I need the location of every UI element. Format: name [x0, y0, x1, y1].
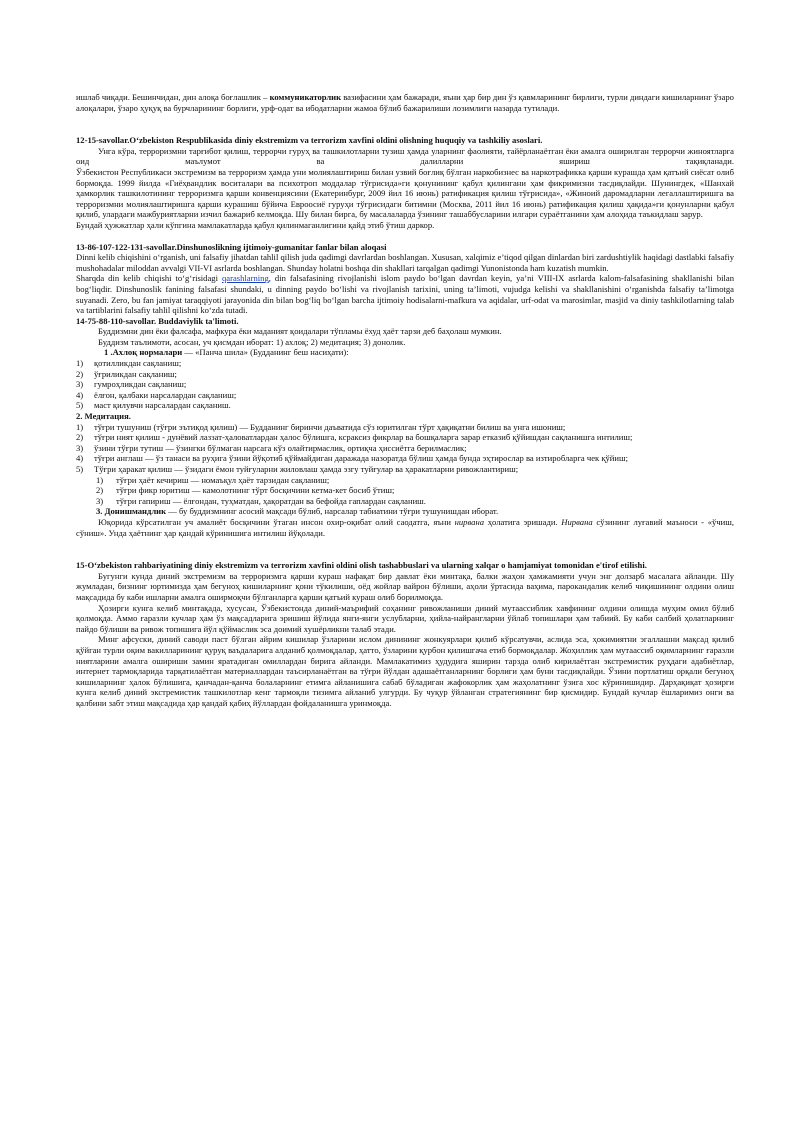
- intro-bold-term: коммуникаторлик: [269, 92, 342, 102]
- nirvana-paragraph: Юқорида кўрсатилган уч амалиёт босқичини ўтаган инсон охир-оқибат олий саодатга, яъни нирвана ҳолатига эришади. Нирвана сўзининг луғавий маъноси - «ўчиш, сўниш». Унда ҳаётнинг ҳар қандай кўринишига интилиш йўқолади.: [76, 516, 735, 538]
- intro-paragraph: [76, 92, 734, 113]
- list-item: 4) тўғри англаш — ўз танаси ва руҳига ўзини йўқотиб қўймайдиган даражада назоратда бўлиш ҳамда бунда эҳтирослар ва изтиробларга чек қўйиш;: [76, 453, 629, 464]
- s4-paragraph-1: Бугунги кунда диний экстремизм ва терроризмга қарши кураш нафақат бир давлат ёки минтақа, балки жаҳон ҳамжамияти учун энг долзарб масалага айланди. Шу жумладан, бизнинг юртимизда ҳам бегуноҳ кишиларнинг қони тўкилиши, оёд жойлар вайрон бўлиши, аҳоли ўртасида ваҳима, парокандалик келиб чиқишининг олдини олиш мақсадида бу каби ишларни амалга оширмоқчи бўлганларга қарши қатъий кураш олиб борилмоқда.: [76, 570, 734, 602]
- s2-text: Sharqda din kelib chiqishi to‘g‘risidagi: [76, 273, 222, 284]
- s3-line-2: Буддизм таълимоти, асосан, уч қисмдан иборат: 1) ахлоқ; 2) медитация; 3) донолик.: [98, 336, 406, 347]
- nirvana-term: нирвана: [454, 516, 485, 527]
- section-heading-13: 13-86-107-122-131-savollar.Dinshunoslikning ijtimoiy-gumanitar fanlar bilan aloqasi: [76, 241, 387, 252]
- donish-title: 3. Донишмандлик: [96, 506, 167, 517]
- list-item: 3) тўғри гапириш — ёлғондан, туҳматдан, ҳақоратдан ва бефойда гаплардан сақланиш.: [96, 495, 426, 506]
- donish-rest: — бу буддизмнинг асосий мақсади бўлиб, нарсалар табиатини тўғри тушунишдан иборат.: [166, 506, 499, 517]
- section-heading-12-15: 12-15-savollar.O‘zbekiston Respublikasida diniy ekstremizm va terrorizm xavfini oldini olishning huquqiy va tashkiliy asoslari.: [76, 135, 543, 146]
- s1-paragraph-1: Унга кўра, терроризмни тарғибот қилиш, террорчи гуруҳ ва ташкилотларни тузиш ҳамда уларнинг фаолияти, тайёрланаётган ёки амалга оширилган террорчи жиноятларга оид маълумот ва далилларни яшириш тақиқланади.: [76, 145, 734, 167]
- nirvana-term-2: Нирвана: [561, 516, 593, 527]
- list-item: 2) ўғриликдан сақланиш;: [76, 368, 177, 379]
- s4-paragraph-2: Ҳозирги кунга келиб минтақада, хусусан, Ўзбекистонда диний-маърифий соҳанинг ривожланиши диний мутаассиблик хавфининг олдини олишда муҳим омил бўлиб қолмоқда. Аммо ғаразли кучлар ҳам ўз мақсадларига эришиш йўлида янги-янги услубларни, ҳийла-найрангларни ўйлаб топишлари ҳам табиий. Бу каби салбий ҳолатларнинг пайдо бўлиши ва ривож топишига йўл қўймаслик эса доимий хушёрликни талаб этади.: [76, 602, 734, 634]
- meditation-list: [76, 422, 734, 475]
- list-item: 1) тўғри ҳаёт кечириш — номаъқул ҳаёт тарзидан сақланиш;: [96, 474, 330, 485]
- qarashlar-link[interactable]: qarashlarning: [221, 273, 269, 284]
- section-heading-15: 15-O‘zbekiston rahbariyatining diniy ekstremizm va terrorizm xavfini oldini olish tashabbuslari va ularning xalqar o hamjamiyat tomonidan e'tirof etilishi.: [76, 560, 647, 571]
- s2-text-end: , din falsafasining rivojlanishi islom paydo bo‘lgan davrdan keyin, ya’ni VIII-IX asrlarda kalom-falsafasining shakllanishi bilan bog‘liqdir. Dinshunoslik fanining falsafasi shundaki, u dinning paydo bo‘lishi va rivojlanish tarixini, uning ta’limoti, vujudga kelishi va shakllanishini o‘rganishda falsafiy ta’limotga suyanadi. Zero, bu fan jamiyat taraqqiyoti jarayonida din bilan bog‘liq bo‘lgan barcha ijtimoiy hodisalarni-mafkura va aqidalar, urf-odat va marosimlar, masjid va diniy tashkilotlarning talab va tartiblarini falsafiy tahlil qilishni ko‘zda tutadi.: [76, 273, 734, 316]
- s1-paragraph-3: Бундай ҳужжатлар ҳали кўпгина мамлакатларда қабул қилинмаганлигини қайд этиб ўтиш даркор.: [76, 219, 435, 230]
- list-item: 1) тўғри тушуниш (тўғри эътиқод қилиш) — Будданинг биринчи даъватида сўз юритилган тўрт ҳақиқатни билиш ва унга ишониш;: [76, 421, 566, 432]
- donishmandlik-line: [76, 506, 734, 517]
- list-item: 3) гумроҳликдан сақланиш;: [76, 379, 187, 390]
- intro-text: ишлаб чиқади. Бешинчидан, дин алоқа боғлашлик –: [76, 92, 270, 102]
- meditation-heading: 2. Медитация.: [76, 411, 131, 422]
- list-item: 1) қотилликдан сақланиш;: [76, 358, 182, 369]
- list-item: 4) ёлғон, қалбаки нарсалардан сақланиш;: [76, 389, 237, 400]
- ahloq-heading: [76, 347, 734, 358]
- intro-text-end: вазифасини ҳам бажаради, яъни ҳар бир дин ўз қавмларининг бирлиги, турли диндаги кишиларнинг ўзаро алоқалари, ўзаро ҳуқуқ ва бурчларининг борлиги, урф-одат ва ибодатларни жамоа бўлиб бажарилиши лозимлиги назарда тутилади.: [76, 92, 734, 113]
- list-item: 2) тўғри ният қилиш - дунёвий лаззат-ҳаловатлардан ҳалос бўлишга, ксраксиз фикрлар ва бошқаларга зарар етказиб қўйишдан сақланишга интилиш;: [76, 432, 633, 443]
- s4-paragraph-3: Минг афсуски, диний саводи паст бўлган айрим кишилар ўзларини ислом динининг жонкуярлари қилиб кўрсатувчи, аслида эса, ҳокимиятни эгаллашни мақсад қилиб қўйган турли оқим вакилларининг қуруқ ваъдаларига алданиб қолмоқдалар, ҳаттo, ўзларини қурбон қилишгача етиб бормоқдалар. Жоҳиллик ҳам мутаассиб оқимларнинг ғаразли ниятларини амалга ошириши замин яратадиган омиллардан бирига айланди. Мамлакатимиз ҳудудига яширин тарзда олиб кирилаётган экстремистик руҳдаги адабиётлар, интернет тармоқларида тарқатилаётган материаллардан таъсирланаётган ва тўғри йўлдан адашаётганларнинг борлиги ҳам буни тасдиқлайди. Ўзини портлатиш орқали бегуноҳ кишиларнинг ҳалок бўлишига, қанчадан-қанча болаларнинг етимга айланишига сабаб бўладиган жафокорлик ҳам жаҳолатнинг ўзига хос кўринишидир. Дарҳақиқат ҳозирги кунга келиб диний экстремистик ташкилотлар кенг тармоқли тизимга айланиб улгурди. Бу чуқур ўйланган стратегиянинг бир қисмидир. Бундай кучлар ёшларимиз онги ва қалбини забт этиш мақсадида ҳар қандай қабиҳ йўллардан фойдаланишга уринмоқда.: [76, 634, 734, 708]
- list-item: 2) тўғри фикр юритиш — камолотнинг тўрт босқичини кетма-кет босиб ўтиш;: [96, 485, 395, 496]
- section-heading-14: 14-75-88-110-savollar. Buddaviylik ta'limoti.: [76, 315, 239, 326]
- s1-paragraph-2: Ўзбекистон Республикаси экстремизм ва терроризм ҳамда уни молиялаштириш билан узвий боғлиқ бўлган наркобизнес ва наркотрафикка қарши курашда ҳам қатъий сиёсат олиб бормоқда. 1999 йилда «Гиёҳвандлик воситалари ва психотроп моддалар тўғрисида»ги қонунининг қабул қилингани ҳам фикримизни тасдиқлайди. Шунингдек, «Шанхай ҳамкорлик ташкилотининг терроризмга қарши конвенциясини (Екатеринбург, 2009 йил 16 июнь) ратификация қилиш тўғрисида», «Жиноий даромадларни легаллаштиришга ва терроризмни молиялаштиришга қарши курашиш бўйича Евроосиё гуруҳи тўғрисидаги битимни (Москва, 2011 йил 16 июнь) ратификация қилиш ҳақида»ги қонунларни қабул қилиб, улардаги мажбуриятларни изчил бажариб келмоқда. Шу билан бирга, бу масалаларда ўзининг ташаббусларини илгари сураётганини ҳам алоҳида таъкидлаш зарур.: [76, 166, 734, 220]
- list-item: 3) ўзини тўғри тутиш — ўзингки бўлмаган нарсага кўз олайтирмаслик, ортиқча ҳиссиётга берилмаслик;: [76, 442, 467, 453]
- s2-paragraph-1: Dinni kelib chiqishini o‘rganish, uni falsafiy jihatdan tahlil qilish juda qadimgi davrlardan boshlangan. Xususan, xalqimiz e’tiqod qilgan dinlardan biri zardushtiylik haqidagi dastlabki falsafiy mushohadalar miloddan avvalgi VII-VI asrlarda boshlangan. Shunday holatni boshqa din shakllari tarqalgan qadimgi Yunonistonda ham kuzatish mumkin.: [76, 252, 734, 273]
- ahloq-title: 1 .Ахлоқ нормалари: [104, 347, 183, 358]
- document-page: [76, 92, 734, 708]
- list-item: 5) маст қилувчи нарсалардан сақланиш.: [76, 400, 231, 411]
- list-item: 5) Тўғри ҳаракат қилиш — ўзидаги ёмон туйғуларни жиловлаш ҳамда эзгу туйғулар ва ҳаракатларни ривожлантириш;: [76, 464, 519, 474]
- ahloq-rest: — «Панча шила» (Будданинг беш насиҳати):: [182, 347, 349, 358]
- sub-list: [76, 475, 734, 507]
- s3-line-1: Буддизмни дин ёки фалсафа, мафкура ёки маданият қоидалари тўпламы ёхуд ҳаёт тарзи деб баҳолаш мумкин.: [98, 326, 502, 337]
- s2-paragraph-2: [76, 273, 734, 315]
- ahloq-list: [76, 358, 734, 411]
